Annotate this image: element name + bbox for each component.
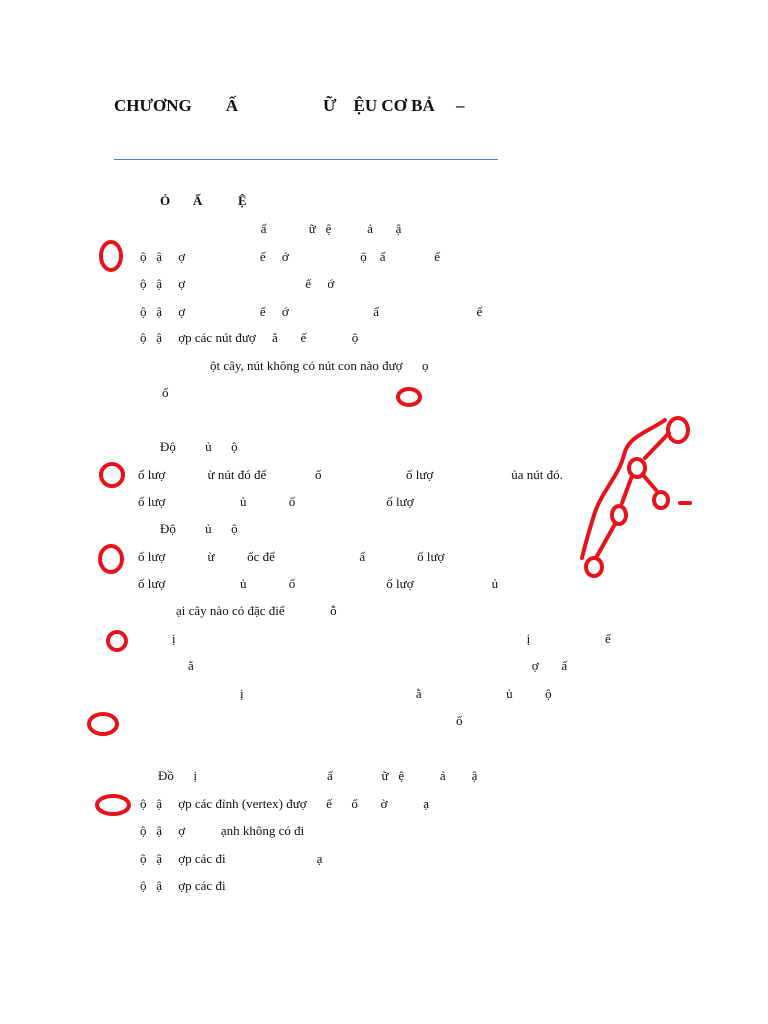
tree-sketch — [582, 418, 690, 576]
annotation-circle — [89, 714, 117, 734]
annotation-circle — [101, 242, 121, 270]
text-line: ộ ậ ợ ế ớ ấ ế — [140, 304, 483, 319]
text-line: ộ ậ ợ ế ớ — [140, 276, 335, 291]
text-line: ằ ợ ấ — [188, 658, 568, 673]
text-line: Đồ ị ấ ữ ệ ả ậ — [158, 768, 478, 783]
text-line: ộ ậ ợ ạnh không có đi — [140, 823, 305, 838]
text-line: ộ ậ ợp các đi — [140, 878, 226, 893]
annotation-circle — [97, 796, 129, 814]
text-line: ố — [456, 713, 463, 728]
text-line: ộ ậ ợp các đi ạ — [140, 851, 323, 866]
text-line: ộ ậ ợp các nút đượ ắ ế ộ — [140, 330, 359, 345]
text-line: ột cây, nút không có nút con nào đượ ọ — [210, 358, 429, 373]
text-line: ố — [162, 385, 169, 400]
annotation-circle — [108, 632, 126, 650]
text-line: ộ ậ ợ ế ớ ộ ấ ế — [140, 249, 441, 264]
text-line: Độ ủ ộ — [160, 439, 238, 454]
annotation-circle — [100, 546, 122, 572]
text-line: ại cây nào có đặc điể ỗ — [176, 603, 337, 618]
text-line: ị ị ế — [172, 631, 611, 646]
page-title: CHƯƠNG Ấ Ữ ỆU CƠ BẢ – — [114, 96, 465, 115]
text-line: ố lượ ừ ốc để ấ ố lượ — [138, 549, 445, 564]
section-heading: Ỏ Ấ Ệ — [160, 193, 247, 208]
title-underline — [114, 159, 498, 160]
annotation-circle — [101, 464, 123, 486]
text-line: ố lượ ủ ố ố lượ ủ — [138, 576, 499, 591]
annotation-circle — [398, 389, 420, 405]
text-line: ị ằ ủ ộ — [240, 686, 552, 701]
text-line: ộ ậ ợp các đỉnh (vertex) đượ ế ố ờ ạ — [140, 796, 430, 811]
text-line: ố lượ ừ nút đó để ố ố lượ ủa nút đó. — [138, 467, 563, 482]
text-line: Độ ủ ộ — [160, 521, 238, 536]
text-line: ấ ữ ệ ả ậ — [160, 221, 402, 236]
text-line: ố lượ ủ ố ố lượ — [138, 494, 414, 509]
